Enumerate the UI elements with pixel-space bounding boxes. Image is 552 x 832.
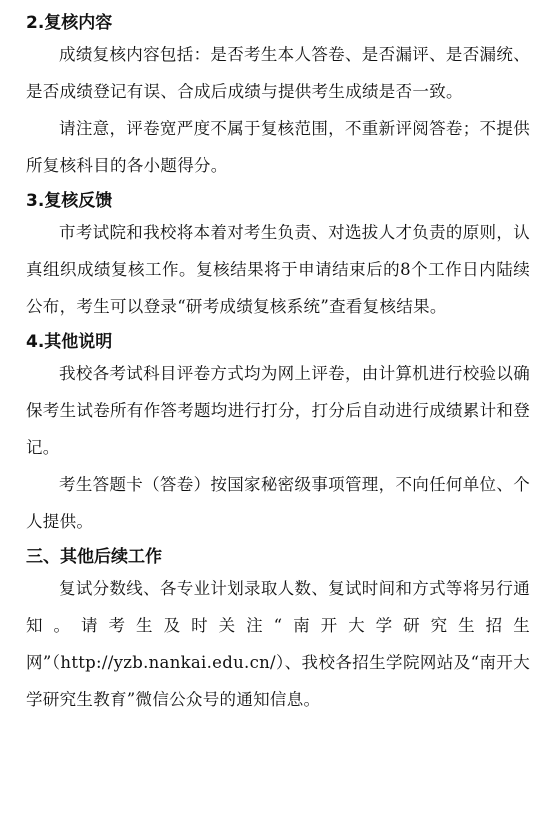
section-heading-review-feedback: 3.复核反馈 xyxy=(26,191,113,211)
paragraph-other-notes-grading: 我校各考试科目评卷方式均为网上评卷，由计算机进行校验以确保考生试卷所有作答考题均进行打分，打分后自动进行成绩累计和登记。 xyxy=(26,364,530,457)
paragraph-follow-up: 复试分数线、各专业计划录取人数、复试时间和方式等将另行通知。请考生及时关注“南开大学研究生招生网”（http://yzb.nankai.edu.cn/）、我校各招生学院网站及“南开大学研究生教育”微信公众号的通知信息。 xyxy=(26,579,530,709)
section-heading-other-notes: 4.其他说明 xyxy=(26,332,113,352)
paragraph-other-notes-answer-sheet: 考生答题卡（答卷）按国家秘密级事项管理，不向任何单位、个人提供。 xyxy=(26,475,530,531)
paragraph-review-feedback: 市考试院和我校将本着对考生负责、对选拔人才负责的原则，认真组织成绩复核工作。复核结果将于申请结束后的8个工作日内陆续公布，考生可以登录“研考成绩复核系统”查看复核结果。 xyxy=(26,223,530,316)
section-heading-follow-up: 三、其他后续工作 xyxy=(26,547,162,567)
paragraph-review-content-scope: 成绩复核内容包括：是否考生本人答卷、是否漏评、是否漏统、是否成绩登记有误、合成后成绩与提供考生成绩是否一致。 xyxy=(26,45,530,101)
paragraph-review-content-note: 请注意，评卷宽严度不属于复核范围，不重新评阅答卷；不提供所复核科目的各小题得分。 xyxy=(26,119,530,175)
section-heading-review-content: 2.复核内容 xyxy=(26,13,113,33)
